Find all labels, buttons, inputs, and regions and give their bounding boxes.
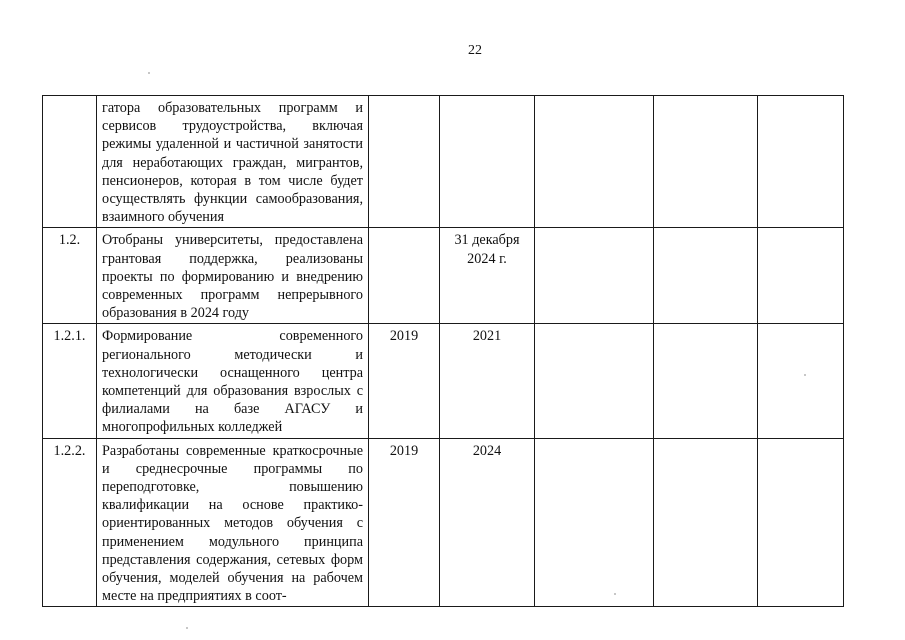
start-date: 2019 xyxy=(369,438,440,607)
page-number: 22 xyxy=(468,43,482,58)
row-number: 1.2.1. xyxy=(43,324,97,438)
end-date: 31 декабря 2024 г. xyxy=(440,228,535,324)
start-date: 2019 xyxy=(369,324,440,438)
measures-table xyxy=(42,95,844,607)
table-cell xyxy=(535,228,654,324)
table-cell xyxy=(535,438,654,607)
row-number xyxy=(43,96,97,228)
table-row xyxy=(43,438,844,607)
row-number: 1.2.2. xyxy=(43,438,97,607)
end-date: 2021 xyxy=(440,324,535,438)
table-row xyxy=(43,96,844,228)
scan-speck xyxy=(186,627,188,629)
end-date xyxy=(440,96,535,228)
measure-description: гатора образовательных программ и сервисов трудоустройства, включая режимы удаленной и частичной занятости для неработающих граждан, мигрантов, пенсионеров, которая в том числе будет осуществлять функции самообразования, взаимного обучения xyxy=(97,96,369,228)
table-row xyxy=(43,324,844,438)
start-date xyxy=(369,228,440,324)
table-cell xyxy=(758,228,844,324)
table-cell xyxy=(535,96,654,228)
table-cell xyxy=(758,96,844,228)
table-cell xyxy=(758,324,844,438)
table-cell xyxy=(654,96,758,228)
table-cell xyxy=(654,228,758,324)
scan-speck xyxy=(148,72,150,74)
start-date xyxy=(369,96,440,228)
measure-description: Формирование современного регионального методически и технологически оснащенного центра компетенций для образования взрослых с филиалами на базе АГАСУ и многопрофильных колледжей xyxy=(97,324,369,438)
table-cell xyxy=(654,324,758,438)
scan-speck xyxy=(804,374,806,376)
row-number: 1.2. xyxy=(43,228,97,324)
table-cell xyxy=(654,438,758,607)
measure-description: Отобраны университеты, предоставлена грантовая поддержка, реализованы проекты по формированию и внедрению современных программ непрерывного образования в 2024 году xyxy=(97,228,369,324)
scan-speck xyxy=(614,593,616,595)
end-date: 2024 xyxy=(440,438,535,607)
table-row xyxy=(43,228,844,324)
table-cell xyxy=(758,438,844,607)
table-cell xyxy=(535,324,654,438)
measure-description: Разработаны современные краткосрочные и среднесрочные программы по переподготовке, повышению квалификации на основе практико-ориентированных методов обучения с применением модульного принципа представления содержания, сетевых форм обучения, моделей обучения на рабочем месте на предприятиях в соот- xyxy=(97,438,369,607)
